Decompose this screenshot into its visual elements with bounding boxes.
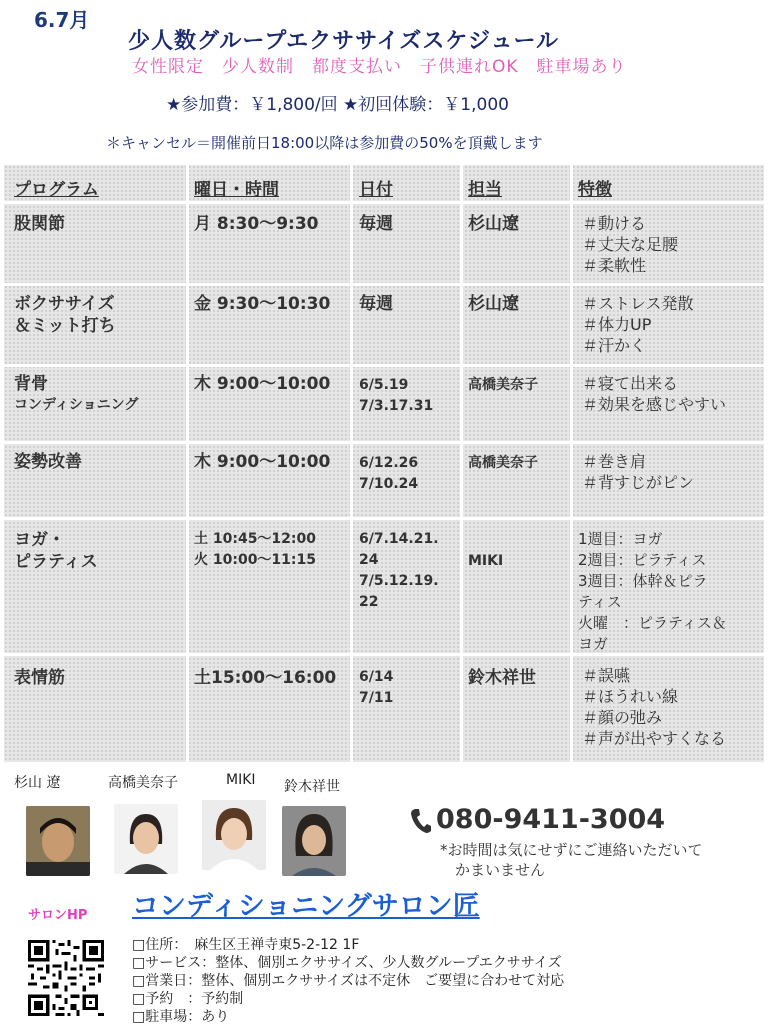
schedule-table (4, 165, 764, 762)
header-date: 日付 (359, 180, 393, 200)
info-line-service: □サービス：整体、個別エクササイズ、少人数グループエクササイズ (132, 955, 562, 971)
table-row-time: 土15:00〜16:00 (194, 668, 337, 688)
table-row-time: 金 9:30〜10:30 (194, 294, 331, 314)
salon-hp-label: サロンHP (28, 908, 88, 923)
table-row-features: ＃動ける ＃丈夫な足腰 ＃柔軟性 (582, 214, 679, 275)
table-row-program: 表情筋 (14, 668, 65, 688)
table-row-instructor: MIKI (468, 553, 504, 569)
column-divider (186, 165, 189, 762)
staff-name: 杉山 遼 (14, 775, 61, 791)
table-row-features: ＃ストレス発散 ＃体力UP ＃汗かく (582, 294, 694, 355)
avatar (114, 804, 178, 874)
avatar (26, 806, 90, 876)
info-line-address: □住所： 麻生区王禅寺東5-2-12 1F (132, 937, 360, 953)
table-row-program: 姿勢改善 (14, 452, 82, 472)
table-row-program: ヨガ・ ピラティス (14, 530, 98, 572)
staff-name: 鈴木祥世 (284, 779, 340, 795)
table-row-program: ボクササイズ ＆ミット打ち (14, 294, 116, 336)
row-divider (4, 364, 764, 367)
table-row-instructor: 杉山遼 (468, 214, 519, 234)
row-divider (4, 441, 764, 444)
header-program: プログラム (14, 180, 99, 200)
table-row-features: 1週目：ヨガ 2週目：ピラティス 3週目：体幹＆ピラ ティス 火曜 ：ピラティス＆ ヨガ (578, 530, 727, 653)
table-row-program: 股関節 (14, 214, 65, 234)
info-line-reservation: □予約 ：予約制 (132, 991, 244, 1007)
table-row-instructor: 高橋美奈子 (468, 377, 538, 393)
info-line-hours: □営業日：整体、個別エクササイズは不定休 ご要望に合わせて対応 (132, 973, 565, 989)
column-divider (570, 165, 573, 762)
column-divider (460, 165, 463, 762)
avatar (202, 800, 266, 870)
table-row-date: 毎週 (359, 214, 393, 234)
avatar (282, 806, 346, 876)
table-row-program: 背骨 (14, 374, 48, 394)
cancel-policy: ＊キャンセル＝開催前日18:00以降は参加費の50%を頂戴します (106, 134, 543, 152)
table-row-instructor: 鈴木祥世 (468, 668, 536, 688)
staff-name: 高橋美奈子 (108, 775, 178, 791)
qr-code[interactable] (28, 940, 104, 1016)
table-row-date: 6/12.26 7/10.24 (359, 455, 419, 492)
table-row-time: 木 9:00〜10:00 (194, 452, 331, 472)
header-features: 特徴 (578, 180, 612, 200)
table-row-date: 6/5.19 7/3.17.31 (359, 377, 434, 414)
table-row-program-sub: コンディショニング (14, 397, 139, 413)
fee-info: ★参加費：￥1,800/回 ★初回体験：￥1,000 (166, 95, 509, 115)
header-instructor: 担当 (468, 180, 502, 200)
table-row-features: ＃寝て出来る ＃効果を感じやすい (582, 374, 727, 414)
month-label: 6.7月 (34, 8, 90, 32)
staff-name: MIKI (226, 772, 256, 788)
phone-note: *お時間は気にせずにご連絡いただいて かまいません (440, 841, 703, 879)
page-title: 少人数グループエクササイズスケジュール (128, 29, 560, 54)
table-row-features: ＃誤嚥 ＃ほうれい線 ＃顔の弛み ＃声が出やすくなる (582, 666, 727, 748)
feature-tags: 女性限定 少人数制 都度支払い 子供連れOK 駐車場あり (132, 57, 627, 77)
row-divider (4, 517, 764, 520)
row-divider (4, 283, 764, 286)
table-row-date: 6/7.14.21. 24 7/5.12.19. 22 (359, 531, 439, 610)
table-row-time: 土 10:45〜12:00 火 10:00〜11:15 (194, 531, 317, 568)
table-row-instructor: 杉山遼 (468, 294, 519, 314)
table-row-date: 毎週 (359, 294, 393, 314)
table-row-features: ＃巻き肩 ＃背すじがピン (582, 452, 695, 492)
phone-icon (410, 808, 432, 834)
table-row-instructor: 高橋美奈子 (468, 455, 538, 471)
phone-number[interactable]: 080-9411-3004 (436, 804, 666, 835)
table-row-date: 6/14 7/11 (359, 669, 394, 706)
info-line-parking: □駐車場：あり (132, 1009, 230, 1025)
row-divider (4, 201, 764, 204)
salon-link[interactable]: コンディショニングサロン匠 (132, 891, 480, 922)
header-time: 曜日・時間 (194, 180, 279, 200)
salon-info (132, 936, 564, 1026)
table-row-time: 月 8:30〜9:30 (194, 214, 319, 234)
table-row-time: 木 9:00〜10:00 (194, 374, 331, 394)
column-divider (350, 165, 353, 762)
